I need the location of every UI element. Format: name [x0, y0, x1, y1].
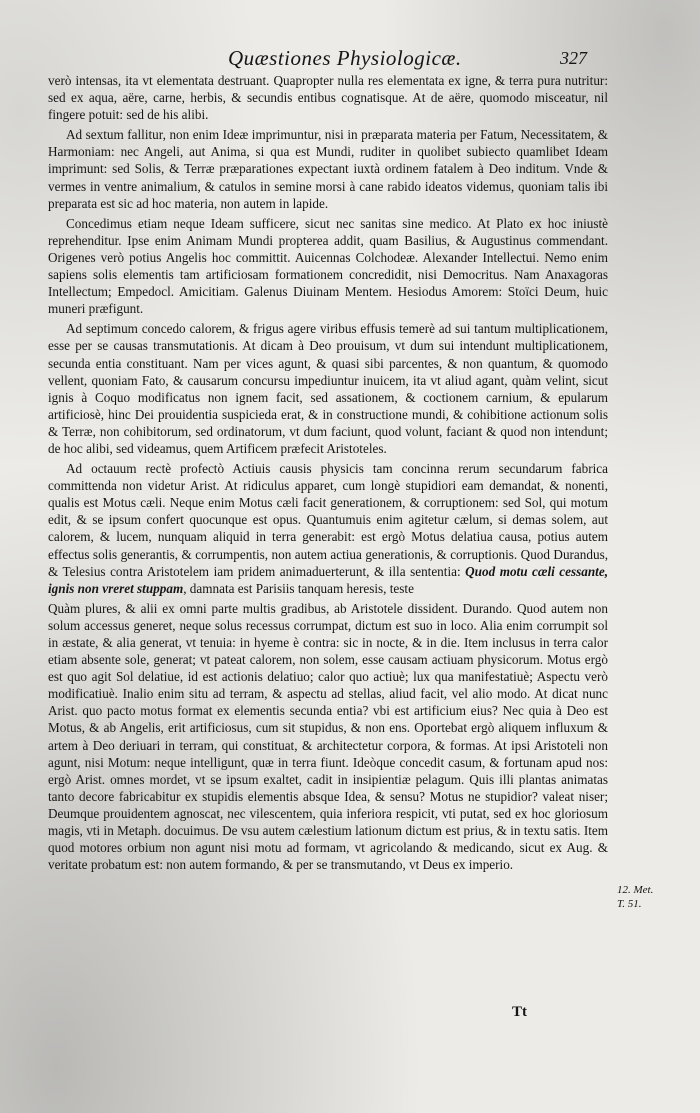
- body-text: [48, 72, 608, 876]
- italic-quote: Quod motu cæli cessante, ignis non vreret stuppam: [48, 563, 608, 596]
- paragraph-text: Ad octauum rectè profectò Actiuis causis physicis tam concinna rerum secundarum fabrica committenda non videtur Arist. At ridiculus apparet, cum longè stupidiori eam demandat, & nonenti, qualis est Motus cæli. Neque enim Motus cæli facit generationem, & corruptionem: sed Sol, qui motum edit, & se ipsum confert quocunque est opus. Quantumuis enim agitetur cælum, si demas solem, aut calorem, & lucem, nunquam aliquid in terra generabit: est ergò Motus delatiua causa, potius autem effectus solis generantis, & corrumpentis, non autem actiua generationis, & corruptionis. Quod Durandus, & Telesius contra Aristotelem iam pridem animaduerterunt, & illa sententia:: [48, 461, 608, 579]
- paragraph: Ad septimum concedo calorem, & frigus agere viribus effusis temerè ad sui tantum multiplicationem, esse per se causas transmutationis. At dicam à Deo prouisum, vt dum sui intendunt multiplicationem, secunda entia constituant. Nam per vices agunt, & quasi sibi parcentes, & non quantum, & quomodo vellent, quoniam Fato, & causarum concursu impediuntur inuicem, ita vt aliud agant, quàm velint, sicut ignis à Coquo modificatus non ignem facit, sed assationem, & coctionem carnium, & epularum artificiosè, hinc Dei prouidentia suspicieda erat, & in constructione mundi, & cohibitione actionum solis & Terræ, non cohibitorum, sed ordinatorum, vt dum faciunt, quod volunt, faciant & quod non intendunt; de hoc alibi, sed videamus, quem Artificem præfecit Aristoteles.: [48, 321, 608, 456]
- running-title: Quæstiones Physiologicæ.: [228, 46, 462, 70]
- page-number: 327: [560, 48, 587, 68]
- paragraph: Concedimus etiam neque Ideam sufficere, sicut nec sanitas sine medico. At Plato ex hoc iniustè reprehenditur. Ipse enim Animam Mundi propterea addit, quam Basilius, & Augustinus commendant. Origenes verò potius Angelis hoc committit. Auicennas Colchodeæ. Alexander Intellectui. Nemo enim sapiens solis elementis tam artificiosam formationem concredidit, nisi Democritus. Nam Anaxagoras Intellectum; Empedocl. Amicitiam. Galenus Diuinam Mentem. Hesiodus Amorem: Stoïci Deum, huic muneri præfigunt.: [48, 215, 608, 317]
- paragraph: Ad sextum fallitur, non enim Ideæ imprimuntur, nisi in præparata materia per Fatum, Necessitatem, & Harmoniam: nec Angeli, aut Anima, si qua est Mundi, ruditer in quolibet subiecto quamlibet Ideam imprimunt: sed Solis, & Terræ præparationes expectant iuxtà ordinem fatalem à Deo inditum. Vnde & vermes in ventre animalium, & catulos in semine morsi à cane rabido ideatos videmus, quoniam talis ibi preparata est sic ad hoc materia, non autem in lapide.: [48, 127, 608, 211]
- catchword: Tt: [512, 1004, 527, 1020]
- margin-note: 12. Met. T. 51.: [617, 884, 654, 910]
- paragraph: [48, 460, 608, 597]
- page-header: [0, 46, 700, 72]
- paragraph: Quàm plures, & alii ex omni parte multis gradibus, ab Aristotele dissident. Durando. Quod autem non solum accessus generet, neque solus recessus corrumpat, dictum est suo in loco. Alia enim corrumpit sol in æstate, & alia generat, vt tenuia: in hyeme è contra: sic in nocte, & in die. Item inclusus in terra calor etiam absente sole, generat; vt pateat calorem, non solem, esse causam actiuam physicorum. Motus ergò est quo agit Sol delatiue, id est actionis delatiuo; calor quo actiuè; lux qua manifestatiuè; Aspectu verò modificatiuè. Inalio enim situ ad terram, & aspectu ad stellas, aliud facit, vel alio modo. At dicat nunc Arist. quo pacto motus format ex elementis secunda entia? vbi est artificium eius? Nec quia à Deo est Motus, & ab Angelis, erit artificiosus, cum sit stupidus, & non ens. Oportebat ergò aliquem influxum & artem à Deo deriuari in terram, qui constituat, & architectetur corpora, & formas. At ipsi Aristoteli non agunt, nisi Motum: neque intelligunt, quæ in terra fiunt. Ideòque concedit casum, & fortunam apud nos: ergò Arist. omnes mordet, vt se ipsum exaltet, cadit in insipientiæ pelagum. Quis illi plantas animatas tanto decore fabricabitur ex stupidis elementis absque Idea, & sensu? Motus ne stupidior? valeat niser; Deumque prouidentem agnoscat, nec vilescentem, quia inferiora respicit, vti putat, sed ex hoc gloriosum magis, vti in Metaph. docuimus. De vsu autem cælestium lationum dictum est prius, & in textu satis. Item quod motores orbium non agunt nisi motu ad formam, vt agricolando & medicando, sicut ex Aug. & veritate probatum est: non autem formando, & per se transmutando, vt Deus ex imperio.: [48, 600, 608, 873]
- paragraph: verò intensas, ita vt elementata destruant. Quapropter nulla res elementata ex igne, & terra pura nutritur: sed ex aqua, aëre, carne, herbis, & secundis entibus cognatisque. At de aëre, quomodo misceatur, nil fingere potuit: sed de his alibi.: [48, 73, 608, 123]
- paragraph-text: , damnata est Parisiis tanquam heresis, teste: [183, 580, 414, 596]
